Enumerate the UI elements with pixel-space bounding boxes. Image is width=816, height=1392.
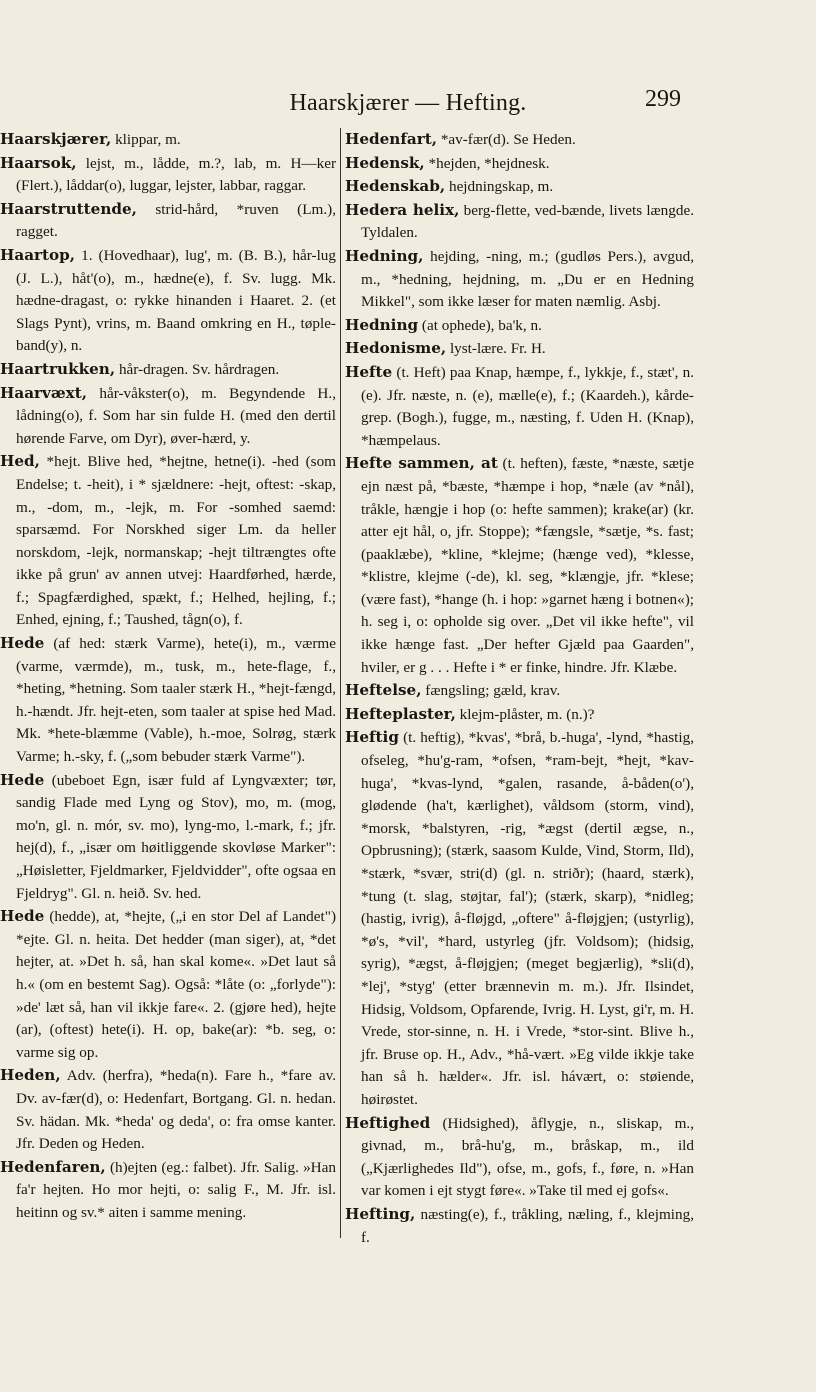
- entry-headword: Haarstruttende,: [0, 199, 137, 218]
- entry-headword: Heden,: [0, 1066, 61, 1085]
- entry-definition: lejst, m., lådde, m.?, lab, m. H—ker (Flert.), låddar(o), luggar, lejster, labbar, raggar.: [16, 154, 336, 195]
- dictionary-entry: [345, 1112, 694, 1203]
- entry-definition: (t. heften), fæste, *næste, sætje ejn næst på, *bæste, *hæmpe i hop, *næle (av *nål), tråkle, hængje i hop (o: hefte sammen); krake(ar) (kr. atter ejt hål, o, jfr. Stoppe); *fængsle, *sætje, *s. fast; (paaklæbe), *kline, *klejme; (hænge ved), *klesse, *klistre, klejme (-de), kl. seg, *klængje, jfr. *klese; (være fast), *hange (h. i hop: »garnet hæng i botnen«); h. seg i, o: opholde sig over. „Det vil ikke hefte", vil ikke hænge fast. „Der hefter Gjæld paa Gaarden", hviler, er g . . . Hefte i * er finke, hindre. Jfr. Klæbe.: [361, 455, 695, 676]
- dictionary-entry: [0, 198, 336, 244]
- dictionary-entry: [0, 244, 336, 358]
- dictionary-entry: [0, 1156, 336, 1225]
- entry-headword: Hede: [0, 770, 45, 789]
- dictionary-entry: [345, 361, 694, 452]
- dictionary-entry: [345, 152, 694, 176]
- entry-headword: Heftig: [345, 728, 399, 747]
- dictionary-entry: [345, 1203, 694, 1249]
- entry-definition: hejdningskap, m.: [445, 178, 554, 196]
- dictionary-entry: [345, 175, 694, 199]
- dictionary-entry: [0, 152, 336, 198]
- entry-definition: (h)ejten (eg.: falbet). Jfr. Salig. »Han fa'r hejten. Ho mor hejti, o: salig F., M. Jfr. isl. heitinn og sv.* aiten i samme mening.: [16, 1158, 336, 1221]
- entry-headword: Hedenfaren,: [0, 1157, 106, 1176]
- right-column: [345, 128, 694, 1249]
- dictionary-entry: [345, 245, 694, 314]
- entry-headword: Hedera helix,: [345, 200, 460, 219]
- entry-headword: Heftighed: [345, 1113, 431, 1132]
- entry-headword: Hefting,: [345, 1204, 416, 1223]
- entry-headword: Hefteplaster,: [345, 704, 456, 723]
- entry-headword: Hede: [0, 634, 45, 653]
- entry-headword: Haartrukken,: [0, 359, 116, 378]
- dictionary-entry: [0, 632, 336, 769]
- entry-definition: hår-våkster(o), m. Begyndende H., lådning(o), f. Som har sin fulde H. (med den dertil hørende Farve, om Dyr), øver-hærd, y.: [16, 384, 336, 447]
- entry-headword: Hedenskab,: [345, 177, 446, 196]
- running-head: [0, 86, 816, 126]
- entry-headword: Hefte: [345, 362, 393, 381]
- entry-headword: Hedonisme,: [345, 339, 447, 358]
- entry-definition: klippar, m.: [111, 131, 181, 148]
- dictionary-entry: [345, 679, 694, 703]
- entry-headword: Haartop,: [0, 245, 76, 264]
- entry-definition: (t. heftig), *kvas', *brå, b.-huga', -lynd, *hastig, ofseleg, *hu'g-ram, *ofsen, *ram-bejt, *hejt, *kav-huga', *kvas-lynd, *galen, rasande, å-båden(o'), glødende (ha't, kærlighet), våldsom (storm, vind), *morsk, *balstyren, -rig, *ægst (dertil ægse, n., Opbrusning); (stærk, saasom Kulde, Vind, Storm, Ild), *stærk, *svær, stri(d) (gl. n. striðr); (haard, stærk), *tung (t. slag, støjtar, fal'); (stærk, skarp), *nidleg; (hastig, ivrig), å-fløjgd, „oftere" å-fløjgjen; (ustyrlig), *ø's, *vil', *hard, ustyrleg (jfr. Voldsom); (hidsig, syrig), *ægst, å-fløjgjen; (meget begjærlig), *sli(d), *lej', *styg' (etter brænnevin m. m.). Jfr. Ilsindet, Hidsig, Voldsom, Opfarende, Ivrig. H. Lyst, gi'r, m. H. Vrede, stor-sinne, n. H. i Vrede, *stor-sint. Blive h., jfr. Bruse op. H., Adv., *hå-vært. »Eg vilde ikkje take han så h. hælder«. Jfr. isl. hávært, o: støiende, høirøstet.: [361, 729, 694, 1108]
- entry-definition: hejding, -ning, m.; (gudløs Pers.), avgud, m., *hedning, hejdning, m. „Du er en Hedning Mikkel", som ikke læser for maten næmlig. Asbj.: [361, 247, 694, 311]
- entry-definition: Adv. (herfra), *heda(n). Fare h., *fare av. Dv. av-fær(d), o: Hedenfart, Bortgang. Gl. n. hedan. Sv. hädan. Mk. *heda' og deda', o: fra omse kanter. Jfr. Deden og Heden.: [16, 1067, 336, 1153]
- entry-definition: (hedde), at, *hejte, („i en stor Del af Landet") *ejte. Gl. n. heita. Det hedder (man siger), at, *det hejter, at. »Det h. så, han skal kome«. »Det laut så h.« (om en bestemt Sag). Også: *låte (o: „forlyde"): »de' læt så, han vil ikkje fare«. 2. (gjøre hed), hejte (ar), (oftest) hete(i). H. op, bake(ar): *b. seg, o: varme sig op.: [16, 908, 336, 1061]
- entry-definition: *hejden, *hejdnesk.: [424, 154, 550, 172]
- left-column: [0, 128, 336, 1225]
- dictionary-entry: [345, 337, 694, 361]
- dictionary-entry: [0, 769, 336, 906]
- entry-headword: Hedning,: [345, 246, 424, 265]
- entry-definition: næsting(e), f., tråkling, næling, f., klejming, f.: [361, 1205, 694, 1246]
- dictionary-entry: [0, 128, 336, 152]
- entry-headword: Haarskjærer,: [0, 130, 112, 148]
- entry-definition: 1. (Hovedhaar), lug', m. (B. B.), hår-lug (J. L.), håt'(o), m., hædne(e), f. Sv. lugg. Mk. hædne-dragast, o: rykke hinanden i Haaret. 2. (et Slags Pynt), vrins, m. Baand omkring en H., tøple-band(y), n.: [16, 246, 336, 355]
- entry-definition: berg-flette, ved-bænde, livets længde. Tyldalen.: [361, 201, 694, 242]
- dictionary-entry: [345, 452, 694, 679]
- entry-headword: Heftelse,: [345, 681, 422, 700]
- entry-headword: Hefte sammen, at: [345, 454, 498, 473]
- entry-definition: (Hidsighed), åflygje, n., sliskap, m., givnad, m., brå-hu'g, m., bråskap, m., ild („Kjærlighedes Ild"), ofse, m., gofs, f., føre, n. »Han var komen i ejt stygt føre«. »Take til med ej gofs«.: [361, 1114, 694, 1200]
- page-number: 299: [645, 86, 681, 112]
- entry-headword: Hede: [0, 907, 45, 926]
- entry-definition: *av-fær(d). Se Heden.: [437, 131, 576, 148]
- dictionary-entry: [0, 450, 336, 632]
- entry-definition: strid-hård, *ruven (Lm.), ragget.: [16, 200, 336, 241]
- entry-definition: *hejt. Blive hed, *hejtne, hetne(i). -hed (som Endelse; t. -heit), i * sjældnere: -hejt, oftest: -skap, m., -dom, m., -lejk, m. For -somhed saemd: sparsæmd. For Norskhed siger Lm. da heller norskdom, -lejk, normanskap; -hejt tiltrængtes ofte ikke på grun' av annen utvej: Haardførhed, hærde, f.; Spagfærdighed, spækt, f.; Helhed, hejling, f.; Enhed, ejning, f.; Taushed, tågn(o), f.: [16, 453, 336, 629]
- dictionary-entry: [345, 199, 694, 245]
- dictionary-entry: [345, 726, 694, 1111]
- dictionary-entry: [0, 1064, 336, 1155]
- dictionary-entry: [0, 358, 336, 382]
- entry-definition: fængsling; gæld, krav.: [421, 682, 561, 700]
- entry-headword: Hedenfart,: [345, 130, 438, 148]
- dictionary-entry: [345, 703, 694, 727]
- dictionary-entry: [345, 128, 694, 152]
- entry-headword: Haarvæxt,: [0, 383, 88, 402]
- entry-definition: klejm-plåster, m. (n.)?: [455, 705, 595, 723]
- dictionary-entry: [0, 905, 336, 1064]
- entry-definition: (t. Heft) paa Knap, hæmpe, f., lykkje, f., stæt', n. (e). Jfr. næste, n. (e), mælle(e), f.; (Kaardeh.), kårde-grep. (Bogh.), fugge, m., næsting, f. Uden H. (Knap), *hæmpelaus.: [361, 363, 694, 449]
- dictionary-entry: [345, 314, 694, 338]
- entry-definition: (af hed: stærk Varme), hete(i), m., værme (varme, værmde), m., tusk, m., hete-flage, f., *heting, *hetning. Som taaler stærk H., *hejt-fængd, h.-hændt. Jfr. hejt-eten, som taaler at spise hed Mad. Mk. *hete-blæmme (Vable), h.-moe, Solrøg, stærk Varme; h.-sky, f. („som bebuder stærk Varme").: [16, 635, 336, 766]
- column-divider: [340, 128, 341, 1238]
- entry-headword: Hedensk,: [345, 153, 425, 172]
- entry-headword: Haarsok,: [0, 153, 77, 172]
- running-title: Haarskjærer — Hefting.: [289, 90, 527, 116]
- entry-definition: (ubeboet Egn, især fuld af Lyngvæxter; tør, sandig Flade med Lyng og Stov), mo, m. (mog, mo'n, gl. n. mór, sv. mo), lyng-mo, l.-mark, f.; jfr. hej(d), f., „især om høitliggende skovløse Marker": „Høisletter, Fjeldmarker, Fjeldvidder", ofte ogsaa en Fjeldryg". Gl. n. heið. Sv. hed.: [16, 771, 336, 902]
- entry-definition: lyst-lære. Fr. H.: [446, 340, 546, 358]
- entry-definition: hår-dragen. Sv. hårdragen.: [115, 360, 280, 378]
- entry-headword: Hedning: [345, 315, 419, 334]
- entry-headword: Hed,: [0, 452, 40, 471]
- entry-definition: (at ophede), ba'k, n.: [418, 316, 542, 334]
- dictionary-entry: [0, 382, 336, 451]
